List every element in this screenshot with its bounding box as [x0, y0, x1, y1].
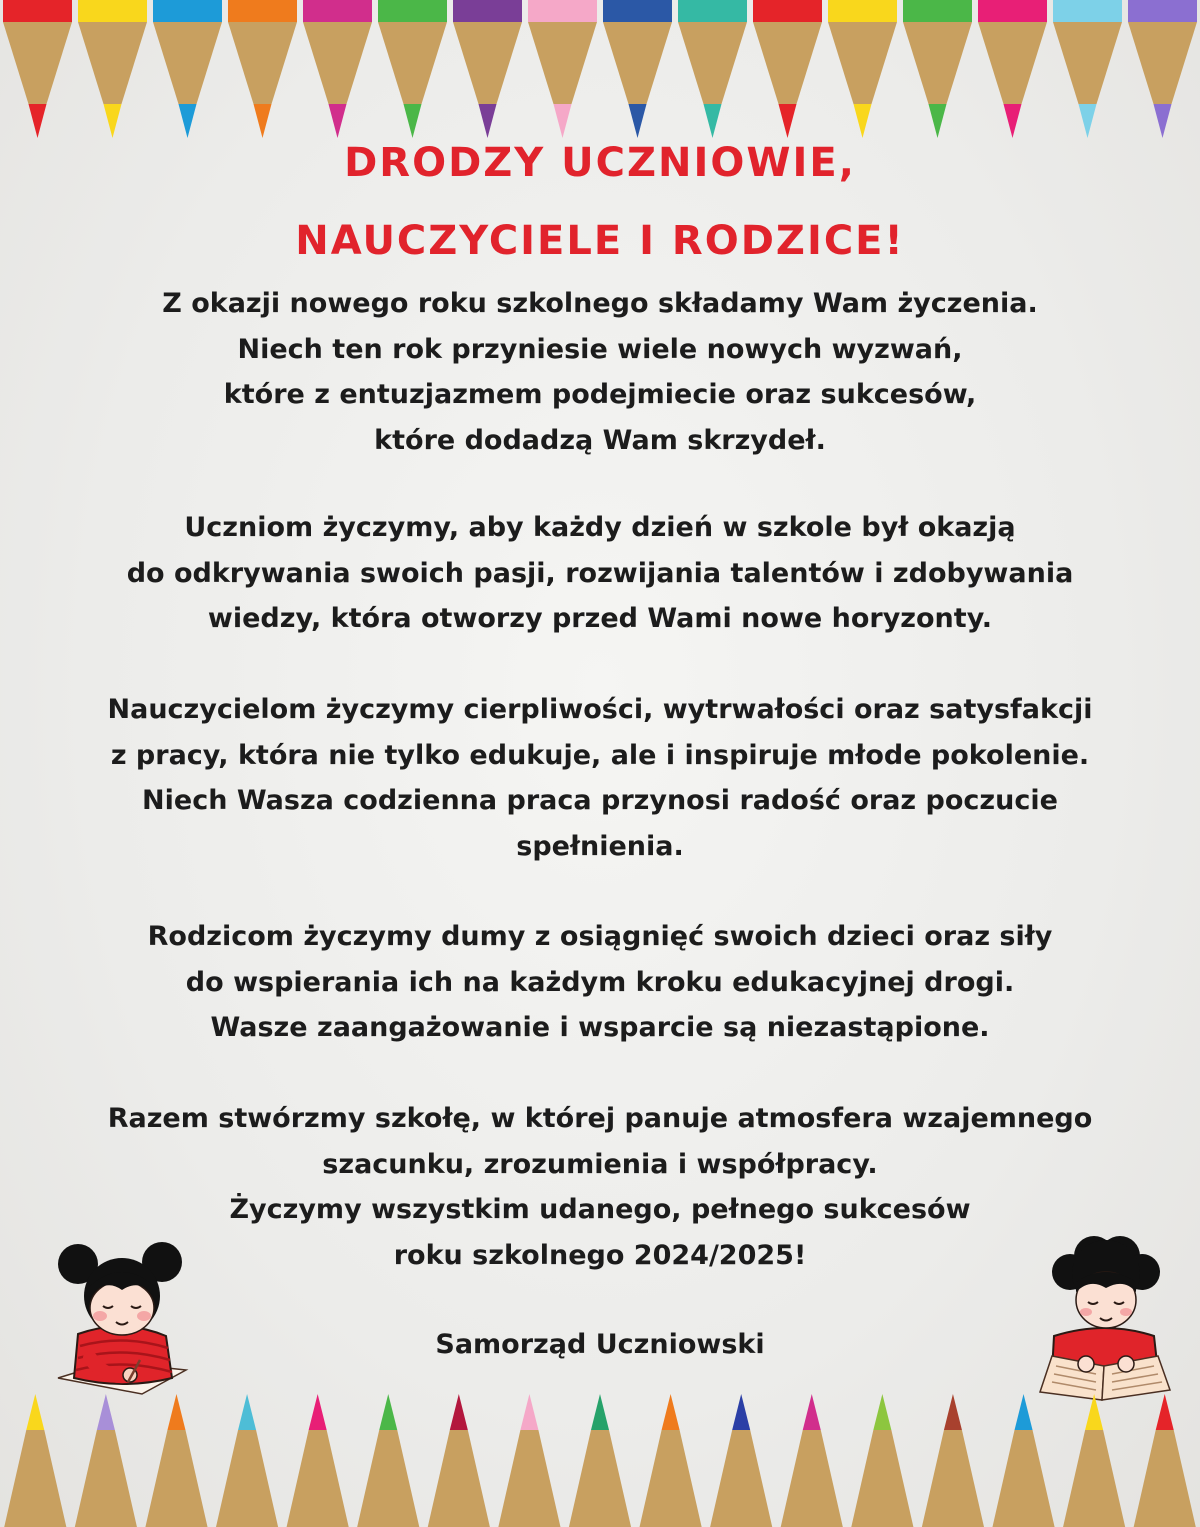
text-line: które dodadzą Wam skrzydeł.	[374, 424, 826, 456]
text-line: Niech ten rok przyniesie wiele nowych wyzwań,	[237, 333, 963, 365]
pencil-icon	[145, 1394, 207, 1527]
signature-text: Samorząd Uczniowski	[435, 1329, 765, 1360]
pencil-icon	[1063, 1394, 1125, 1527]
pencil-icon	[851, 1394, 913, 1527]
pencil-icon	[781, 1394, 843, 1527]
pencil-icon	[922, 1394, 984, 1527]
paragraph-students	[40, 505, 1160, 642]
text-line: Niech Wasza codzienna praca przynosi radość oraz poczucie	[142, 785, 1058, 816]
pencil-icon	[978, 0, 1047, 138]
text-line: Razem stwórzmy szkołę, w której panuje atmosfera wzajemnego	[107, 1103, 1093, 1134]
title-line-2: NAUCZYCIELE I RODZICE!	[295, 218, 905, 264]
boy-reading-icon	[1030, 1232, 1180, 1402]
pencil-icon	[453, 0, 522, 138]
text-line: wiedzy, która otworzy przed Wami nowe horyzonty.	[207, 603, 993, 634]
text-line: roku szkolnego 2024/2025!	[393, 1239, 807, 1271]
pencil-icon	[569, 1394, 631, 1527]
pencil-icon	[903, 0, 972, 138]
paragraph-parents	[40, 914, 1160, 1051]
pencil-icon	[640, 1394, 702, 1527]
paragraph-closing	[40, 1096, 1160, 1278]
pencil-icon	[303, 0, 372, 138]
text-line: Uczniom życzymy, aby każdy dzień w szkole był okazją	[184, 512, 1016, 543]
pencil-icon	[216, 1394, 278, 1527]
pencil-icon	[753, 0, 822, 138]
pencil-icon	[4, 1394, 66, 1527]
pencil-icon	[710, 1394, 772, 1527]
text-line: do odkrywania swoich pasji, rozwijania talentów i zdobywania	[126, 557, 1074, 589]
pencil-icon	[498, 1394, 560, 1527]
pencil-icon	[678, 0, 747, 138]
pencil-icon	[357, 1394, 419, 1527]
signature	[40, 1322, 1160, 1368]
text-line: Z okazji nowego roku szkolnego składamy Wam życzenia.	[162, 288, 1038, 319]
pencil-icon	[287, 1394, 349, 1527]
pencil-icon	[78, 0, 147, 138]
pencil-icon	[1128, 0, 1197, 138]
pencil-icon	[992, 1394, 1054, 1527]
text-line: Nauczycielom życzymy cierpliwości, wytrwałości oraz satysfakcji	[107, 694, 1093, 725]
pencil-icon	[1134, 1394, 1196, 1527]
colored-pencils-top-border-icon	[0, 0, 1200, 140]
paragraph-new-year-wishes	[40, 281, 1160, 463]
girl-writing-icon	[48, 1238, 198, 1398]
text-line: do wspierania ich na każdym kroku edukacyjnej drogi.	[185, 966, 1015, 998]
pencil-icon	[428, 1394, 490, 1527]
paragraph-teachers	[40, 687, 1160, 869]
pencil-icon	[603, 0, 672, 138]
text-line: Rodzicom życzymy dumy z osiągnięć swoich dzieci oraz siły	[147, 921, 1053, 952]
text-line: szacunku, zrozumienia i współpracy.	[322, 1148, 878, 1180]
pencil-icon	[1053, 0, 1122, 138]
text-line: Życzymy wszystkim udanego, pełnego sukcesów	[229, 1194, 971, 1225]
pencil-icon	[228, 0, 297, 138]
pencil-icon	[3, 0, 72, 138]
pencil-icon	[528, 0, 597, 138]
text-line: Wasze zaangażowanie i wsparcie są niezastąpione.	[210, 1012, 990, 1043]
text-line: które z entuzjazmem podejmiecie oraz sukcesów,	[223, 379, 977, 410]
colored-pencils-bottom-border-icon	[0, 1392, 1200, 1527]
title-line-1: DRODZY UCZNIOWIE,	[344, 140, 856, 186]
text-line: spełnienia.	[516, 830, 684, 862]
pencil-icon	[828, 0, 897, 138]
pencil-icon	[153, 0, 222, 138]
pencil-icon	[378, 0, 447, 138]
pencil-icon	[75, 1394, 137, 1527]
text-line: z pracy, która nie tylko edukuje, ale i inspiruje młode pokolenie.	[110, 739, 1090, 771]
